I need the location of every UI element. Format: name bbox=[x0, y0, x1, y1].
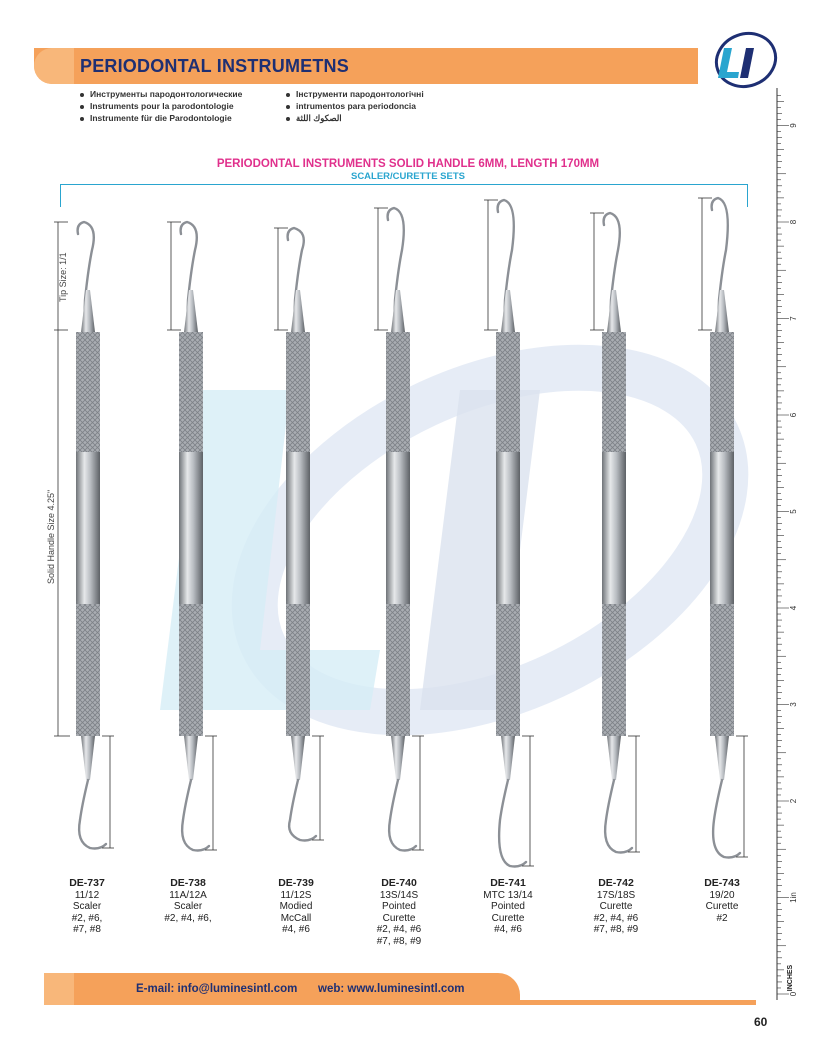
shank bbox=[391, 290, 405, 332]
handle-size-label: Solid Handle Size 4.25" bbox=[46, 489, 56, 584]
working-tip bbox=[499, 780, 526, 867]
footer-web[interactable]: web: www.luminesintl.com bbox=[318, 983, 465, 995]
footer-line bbox=[520, 1000, 756, 1005]
product-code: DE-738 bbox=[170, 877, 206, 889]
shank bbox=[291, 736, 305, 780]
knurled-grip bbox=[386, 332, 410, 452]
instrument-caption-7 bbox=[677, 878, 767, 924]
ruler-unit-label: INCHES bbox=[787, 964, 794, 992]
caption-line: #7, #8 bbox=[73, 924, 101, 935]
working-tip bbox=[713, 780, 740, 858]
caption-line: 17S/18S bbox=[596, 889, 636, 901]
product-code: DE-743 bbox=[704, 877, 740, 889]
instrument-2 bbox=[167, 222, 217, 851]
instrument-7 bbox=[698, 198, 748, 858]
shank bbox=[607, 290, 621, 332]
working-tip bbox=[79, 780, 106, 849]
ruler-number: 2 bbox=[789, 798, 798, 804]
instrument-caption-5 bbox=[463, 878, 553, 936]
ruler-number: 7 bbox=[789, 316, 798, 321]
caption-line: 19/20 bbox=[709, 889, 735, 901]
knurled-grip bbox=[286, 332, 310, 452]
instrument-3 bbox=[274, 228, 324, 841]
lang-item: Інструменти пародонтологічні bbox=[286, 88, 424, 100]
caption-line: 11A/12A bbox=[169, 889, 207, 901]
caption-line: Scaler bbox=[173, 901, 203, 912]
knurled-grip bbox=[496, 604, 520, 736]
instrument-6 bbox=[590, 213, 640, 853]
caption-line: #2, #4, #6 bbox=[593, 912, 639, 924]
caption-line: Curette bbox=[705, 901, 739, 912]
footer-email[interactable]: E-mail: info@luminesintl.com bbox=[136, 983, 298, 995]
product-code: DE-737 bbox=[69, 877, 105, 889]
shank bbox=[291, 290, 305, 332]
lang-item: Инструменты пародонтологические bbox=[80, 88, 242, 100]
caption-line: 11/12 bbox=[74, 889, 100, 901]
ruler-number: 5 bbox=[789, 509, 798, 514]
caption-line: Scaler bbox=[72, 901, 102, 912]
lang-item: intrumentos para periodoncia bbox=[286, 100, 424, 112]
caption-line: 13S/14S bbox=[379, 889, 419, 901]
caption-line: Pointed bbox=[491, 901, 525, 912]
caption-line: #7, #8, #9 bbox=[593, 924, 639, 935]
knurled-grip bbox=[386, 604, 410, 736]
page-number: 60 bbox=[754, 1015, 768, 1029]
instrument-caption-1 bbox=[42, 878, 132, 936]
ruler-number: 4 bbox=[789, 605, 798, 611]
working-tip bbox=[182, 780, 209, 851]
knurled-grip bbox=[179, 332, 203, 452]
working-tip bbox=[289, 780, 316, 841]
tip-size-label: Tip Size: 1/1 bbox=[58, 252, 68, 302]
caption-line: #4, #6 bbox=[494, 924, 522, 935]
instrument-5 bbox=[484, 200, 534, 867]
caption-line: #4, #6 bbox=[282, 924, 310, 935]
knurled-grip bbox=[179, 604, 203, 736]
ruler-number: 8 bbox=[789, 219, 798, 225]
caption-line: #2 bbox=[716, 912, 728, 924]
knurled-grip bbox=[710, 332, 734, 452]
shank bbox=[184, 736, 198, 780]
ruler-number: 3 bbox=[789, 702, 798, 707]
knurled-grip bbox=[496, 332, 520, 452]
inch-ruler bbox=[776, 88, 800, 1000]
product-code: DE-741 bbox=[490, 877, 526, 889]
knurled-grip bbox=[602, 604, 626, 736]
instrument-caption-4 bbox=[354, 878, 444, 947]
shank bbox=[607, 736, 621, 780]
working-tip bbox=[389, 780, 416, 851]
caption-line: Curette bbox=[491, 912, 525, 924]
ruler-number: 1in bbox=[789, 892, 798, 903]
product-code: DE-739 bbox=[278, 877, 314, 889]
shank bbox=[501, 290, 515, 332]
knurled-grip bbox=[286, 604, 310, 736]
caption-line: #2, #6, bbox=[71, 912, 103, 924]
instrument-caption-3 bbox=[251, 878, 341, 936]
instrument-caption-2 bbox=[143, 878, 233, 924]
caption-line: #2, #4, #6 bbox=[376, 924, 422, 935]
lang-item: الصكوك اللثة bbox=[286, 112, 424, 124]
instrument-1 bbox=[54, 222, 114, 849]
shank bbox=[501, 736, 515, 780]
caption-line: MTC 13/14 bbox=[483, 889, 533, 901]
section-title: PERIODONTAL INSTRUMENTS SOLID HANDLE 6MM, LENGTH 170MM bbox=[216, 158, 600, 170]
knurled-grip bbox=[76, 332, 100, 452]
knurled-grip bbox=[602, 332, 626, 452]
knurled-grip bbox=[76, 604, 100, 736]
shank bbox=[81, 736, 95, 780]
caption-line: McCall bbox=[280, 912, 312, 924]
section-subtitle: SCALER/CURETTE SETS bbox=[350, 171, 465, 182]
caption-line: #7, #8, #9 bbox=[376, 935, 422, 947]
caption-line: Curette bbox=[382, 912, 416, 924]
product-code: DE-740 bbox=[381, 877, 417, 889]
page-title: PERIODONTAL INSTRUMETNS bbox=[80, 56, 349, 76]
shank bbox=[184, 290, 198, 332]
knurled-grip bbox=[710, 604, 734, 736]
ruler-number: 0 bbox=[789, 991, 798, 997]
shank bbox=[715, 290, 729, 332]
ruler-number: 9 bbox=[789, 123, 798, 128]
lang-item: Instruments pour la parodontologie bbox=[80, 100, 242, 112]
instrument-caption-6 bbox=[571, 878, 661, 936]
working-tip bbox=[605, 780, 632, 853]
caption-line: Modied bbox=[279, 901, 313, 912]
ruler-number: 6 bbox=[789, 412, 798, 418]
caption-line: Curette bbox=[599, 901, 633, 912]
lang-item: Instrumente für die Parodontologie bbox=[80, 112, 242, 124]
caption-line: #2, #4, #6, bbox=[164, 912, 212, 924]
caption-line: 11/12S bbox=[280, 889, 312, 901]
shank bbox=[81, 290, 95, 332]
shank bbox=[715, 736, 729, 780]
product-code: DE-742 bbox=[598, 877, 634, 889]
caption-line: Pointed bbox=[382, 901, 416, 912]
instrument-4 bbox=[374, 208, 424, 851]
shank bbox=[391, 736, 405, 780]
